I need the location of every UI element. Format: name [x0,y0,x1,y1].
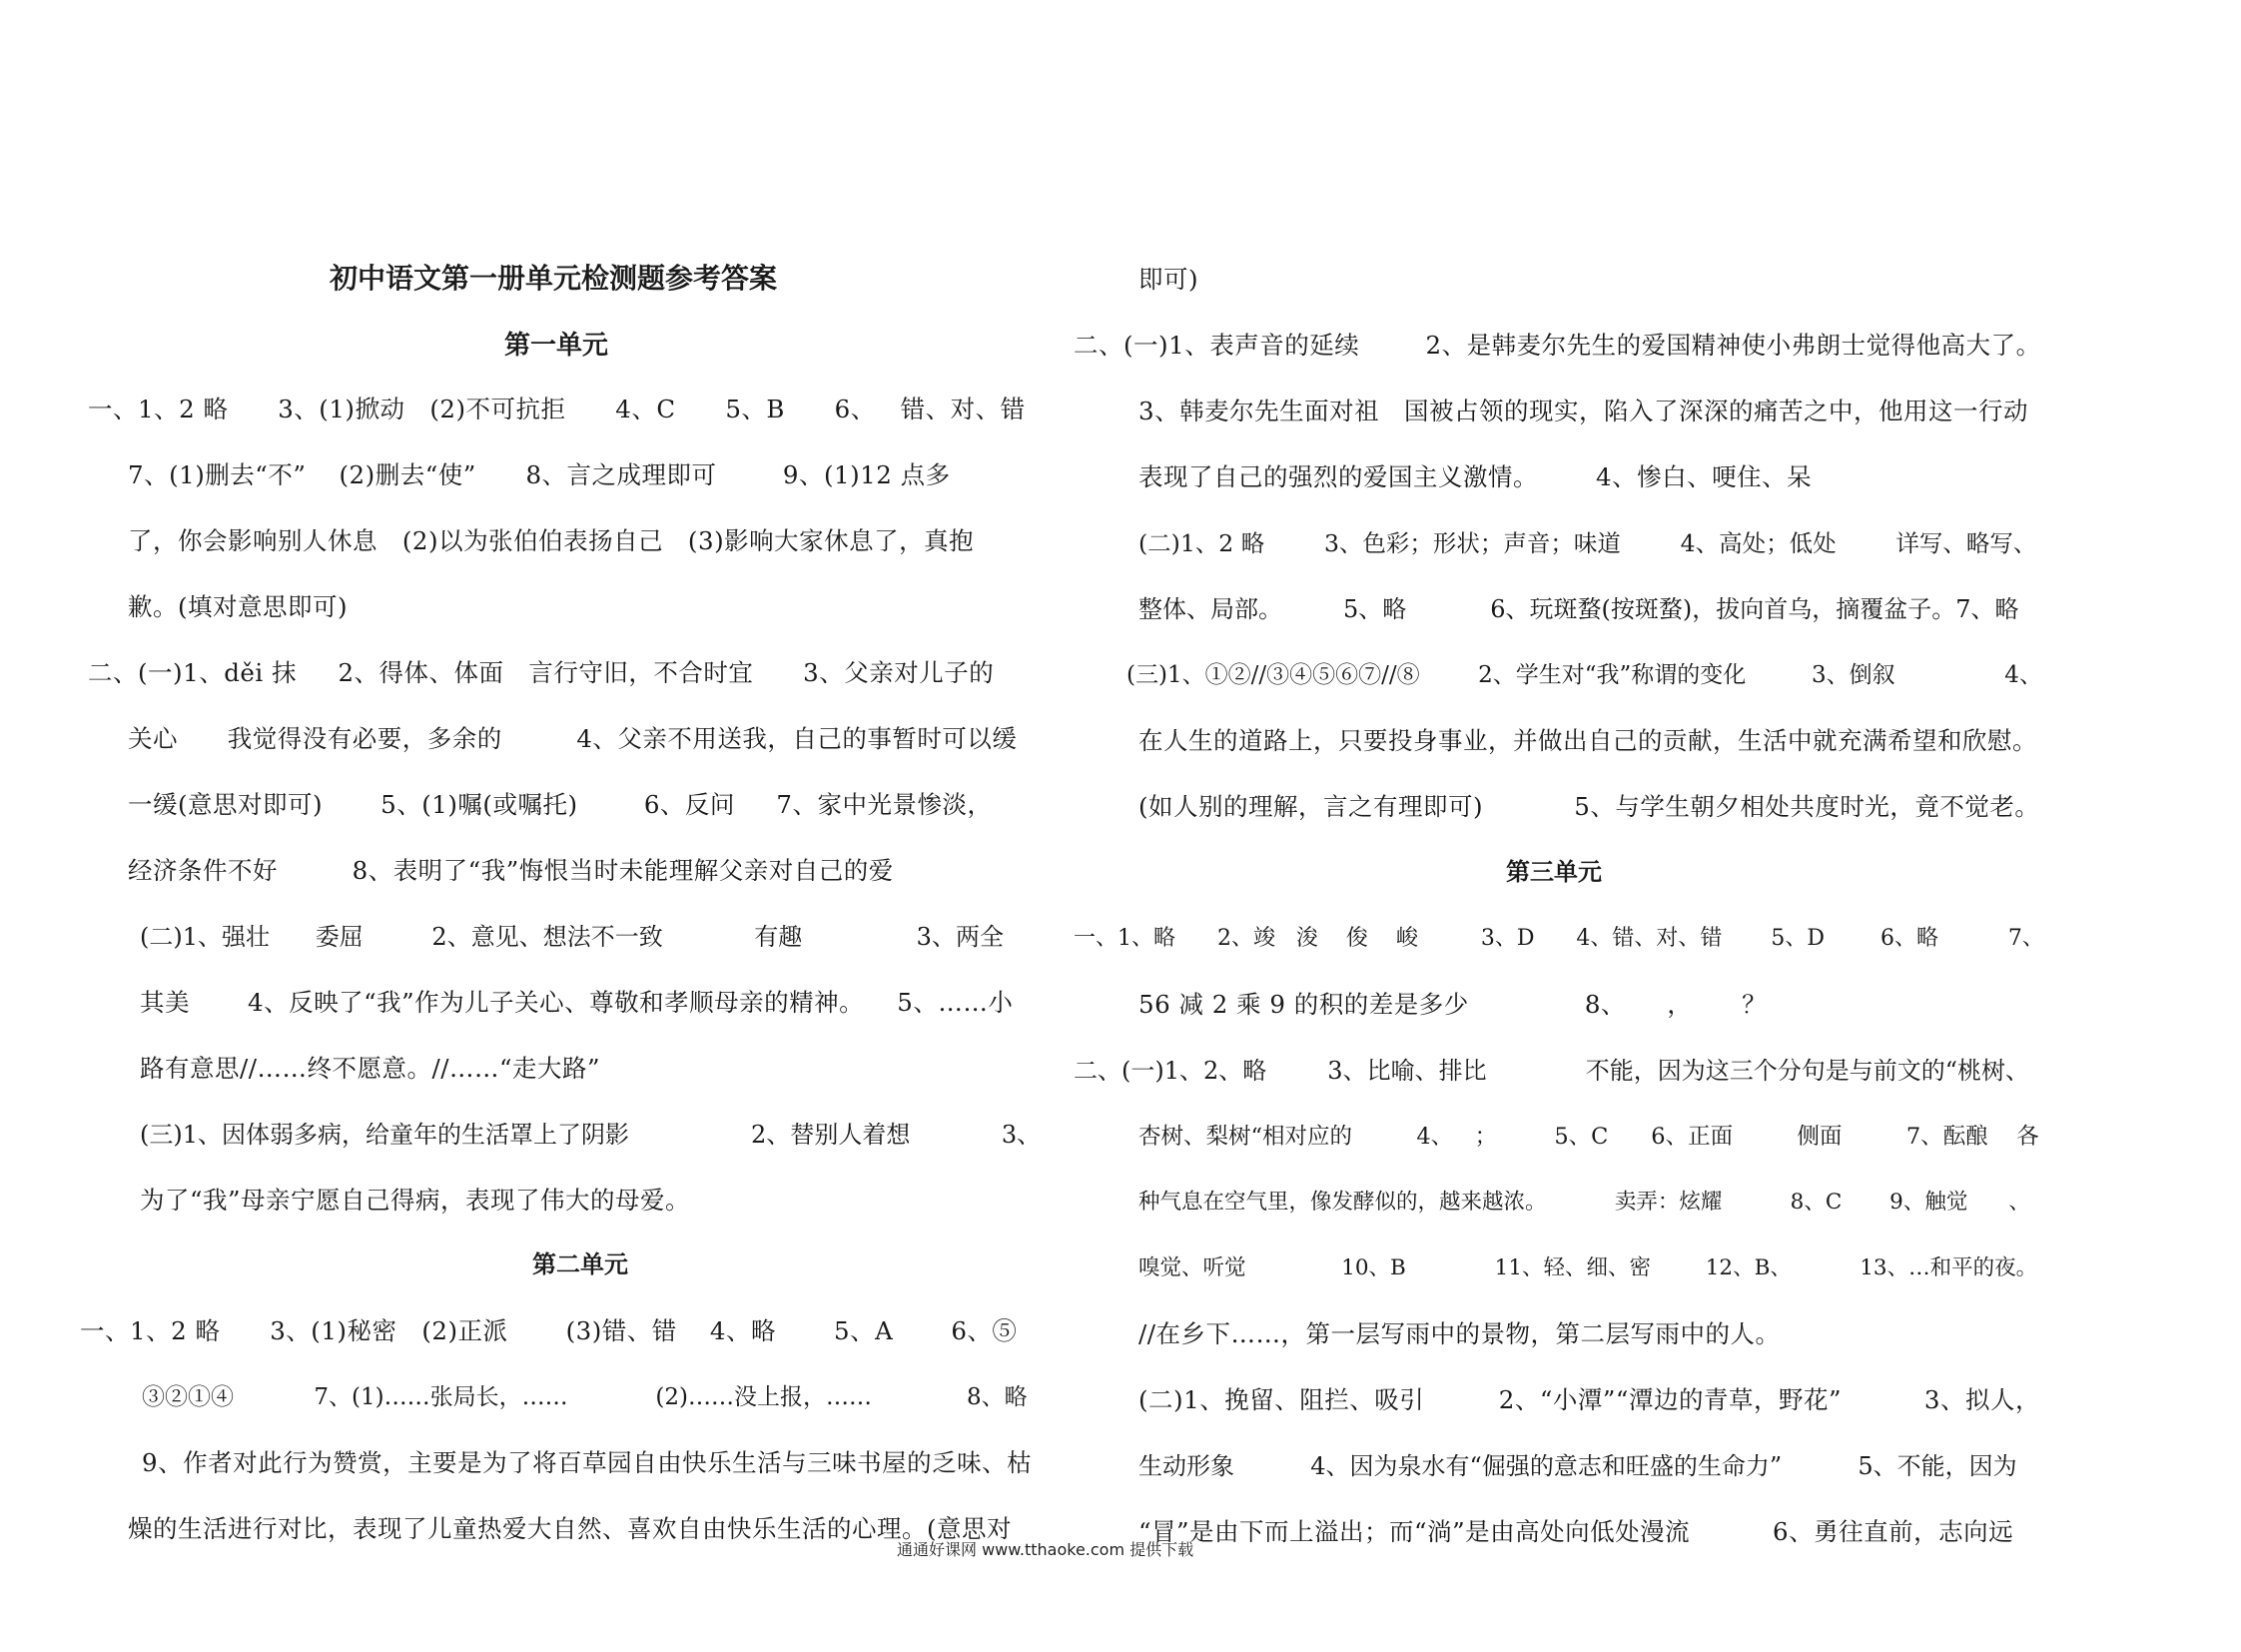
answer-line: 一、1、略 2、竣 浚 俊 峻 3、D 4、错、对、错 5、D 6、略 7、 [1074,926,2044,951]
answer-line: 在人生的道路上，只要投身事业，并做出自己的贡献，生活中就充满希望和欣慰。 [1138,726,2037,755]
answer-line: 关心 我觉得没有必要，多余的 4、父亲不用送我，自己的事暂时可以缓 [128,724,1018,753]
answer-line: 9、作者对此行为赞赏，主要是为了将百草园自由快乐生活与三味书屋的乏味、枯 [142,1448,1033,1477]
answer-line: (二)1、挽留、阻拦、吸引 2、“小潭”“潭边的青草，野花” 3、拟人， [1138,1385,2040,1414]
answer-line: (如人别的理解，言之有理即可) 5、与学生朝夕相处共度时光，竟不觉老。 [1138,792,2040,821]
answer-line: 其美 4、反映了“我”作为儿子关心、尊敬和孝顺母亲的精神。 5、……小 [140,988,1014,1017]
unit1-heading: 第一单元 [504,331,609,361]
unit3-heading: 第三单元 [1506,857,1602,886]
answer-line: 燥的生活进行对比，表现了儿童热爱大自然、喜欢自由快乐生活的心理。(意思对 [128,1514,1013,1543]
answer-line: 表现了自己的强烈的爱国主义激情。 4、惨白、哽住、呆 [1138,462,1813,491]
answer-line: “冒”是由下而上溢出；而“淌”是由高处向低处漫流 6、勇往直前，志向远 [1138,1517,2014,1546]
page-footer: 通通好课网 www.tthaoke.com 提供下载 [897,1540,1194,1559]
answer-line: 一、1、2 略 3、(1)秘密 (2)正派 (3)错、错 4、略 5、A 6、⑤ [80,1316,1018,1345]
document-title: 初中语文第一册单元检测题参考答案 [330,262,778,295]
answer-line: 一、1、2 略 3、(1)掀动 (2)不可抗拒 4、C 5、B 6、 错、对、错 [88,395,1026,423]
answer-line: 3、韩麦尔先生面对祖 国被占领的现实，陷入了深深的痛苦之中，他用这一行动 [1138,397,2028,425]
answer-line: 整体、局部。 5、略 6、玩斑蝥(按斑蝥)，拔向首乌，摘覆盆子。7、略 [1138,595,2019,623]
answer-line: //在乡下……，第一层写雨中的景物，第二层写雨中的人。 [1138,1319,1781,1348]
answer-line: 二、(一)1、表声音的延续 2、是韩麦尔先生的爱国精神使小弗朗士觉得他高大了。 [1074,331,2041,360]
answer-line: 一缓(意思对即可) 5、(1)嘱(或嘱托) 6、反问 7、家中光景惨淡， [128,790,993,819]
answer-line: (三)1、①②//③④⑤⑥⑦//⑧ 2、学生对“我”称谓的变化 3、倒叙 4、 [1126,662,2042,688]
answer-line: 二、(一)1、2、略 3、比喻、排比 不能，因为这三个分句是与前文的“桃树、 [1074,1057,2030,1085]
answer-line: 即可) [1138,265,1199,294]
answer-line: 歉。(填对意思即可) [128,592,349,621]
answer-line: (三)1、因体弱多病，给童年的生活罩上了阴影 2、替别人着想 3、 [140,1121,1042,1149]
answer-line: 杏树、梨树“相对应的 4、 ； 5、C 6、正面 侧面 7、酝酿 各 [1138,1124,2039,1150]
answer-line: 生动形象 4、因为泉水有“倔强的意志和旺盛的生命力” 5、不能，因为 [1138,1452,2017,1480]
answer-line: 56 减 2 乘 9 的积的差是多少 8、 ， ？ [1138,990,1768,1019]
answer-line: (二)1、强壮 委屈 2、意见、想法不一致 有趣 3、两全 [140,923,1004,951]
answer-line: 为了“我”母亲宁愿自己得病，表现了伟大的母爱。 [140,1186,691,1215]
answer-line: 7、(1)删去“不” (2)删去“使” 8、言之成理即可 9、(1)12 点多 [128,460,951,489]
answer-line: 嗅觉、听觉 10、B 11、轻、细、密 12、B、 13、…和平的夜。 [1138,1255,2038,1280]
answer-line: 路有意思//……终不愿意。//……“走大路” [140,1054,601,1083]
answer-line: 经济条件不好 8、表明了“我”悔恨当时未能理解父亲对自己的爱 [128,856,894,885]
unit2-heading: 第二单元 [532,1249,628,1278]
answer-line: 二、(一)1、děi 抹 2、得体、体面 言行守旧，不合时宜 3、父亲对儿子的 [88,658,995,687]
answer-line: 种气息在空气里，像发酵似的，越来越浓。 卖弄：炫耀 8、C 9、触觉 、 [1138,1190,2030,1215]
answer-line: 了，你会影响别人休息 (2)以为张伯伯表扬自己 (3)影响大家休息了，真抱 [128,526,975,555]
answer-line: ③②①④ 7、(1)……张局长，…… (2)……没上报，…… 8、略 [142,1384,1028,1410]
answer-line: (二)1、2 略 3、色彩；形状；声音；味道 4、高处；低处 详写、略写、 [1138,529,2037,557]
